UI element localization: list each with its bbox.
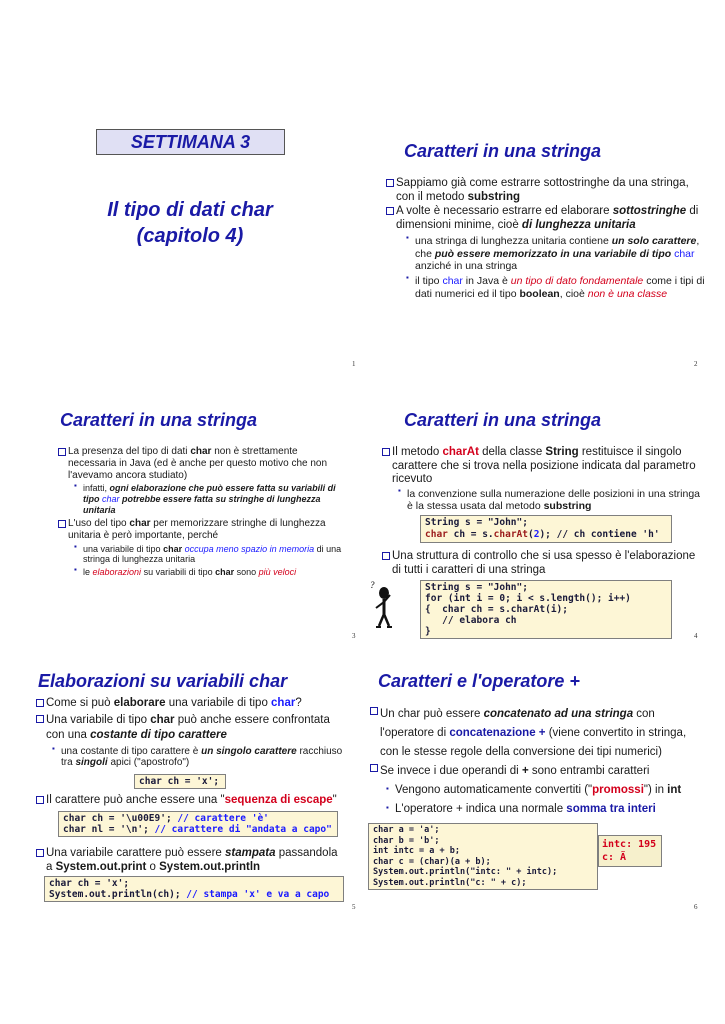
emph-red: più veloci: [258, 567, 297, 578]
bullet-text: apici ("apostrofo"): [107, 757, 190, 769]
bullet-unit-length: [386, 205, 706, 232]
code-block-charat: [420, 515, 672, 543]
emph-text: un solo carattere: [611, 235, 697, 248]
subbullet-constant-def: [52, 746, 346, 770]
subbullet-faster: [74, 567, 348, 578]
keyword-char: char: [442, 275, 463, 288]
bullet-text: Un char può essere: [380, 708, 484, 720]
slide-title: Elaborazioni su variabili char: [38, 671, 288, 691]
bullet-line: con le stesse regole della conversione dei tipi numerici): [380, 746, 662, 758]
code-line: String s = "John";: [425, 517, 528, 528]
keyword-string: String: [545, 446, 579, 458]
output-box: [598, 835, 662, 867]
keyword-println: System.out.println: [159, 860, 261, 873]
code-line: [49, 889, 339, 900]
bullet-text: sono entrambi caratteri: [528, 765, 650, 777]
slide-title: Caratteri in una stringa: [404, 141, 602, 161]
code-number: 2: [533, 529, 540, 540]
output-line: c: Ã: [602, 852, 627, 863]
code-line: [63, 824, 333, 835]
bullet-line: [380, 705, 710, 724]
bullet-text: ": [332, 794, 337, 806]
emph-text: elaborare: [113, 697, 166, 709]
bullet-substring: [386, 177, 706, 204]
emph-red: promossi: [592, 784, 644, 796]
bullet-text: Una variabile carattere può essere: [46, 847, 225, 859]
bullet-text: per memorizzare stringhe di lunghezza unitaria è però importante, perché: [68, 518, 326, 542]
page-number: 2: [694, 360, 698, 368]
page-number: 3: [352, 632, 356, 640]
bullet-text: Il metodo: [392, 446, 443, 458]
subbullet-single-char: [406, 235, 706, 272]
page-number: 1: [352, 360, 356, 368]
bullet-text: La presenza del tipo di dati: [68, 446, 191, 457]
bullet-text: , cioè: [559, 287, 588, 300]
code-method: charAt: [493, 529, 528, 540]
emph-text: ogni elaborazione che può essere fatta su variabili di tipo: [83, 483, 336, 504]
slide-body: [370, 705, 710, 819]
bullet-escape-wrap: [36, 794, 346, 808]
emph-text: concatenato ad una stringa: [483, 708, 634, 720]
thinking-figure: [368, 580, 400, 630]
bullet-text: A volte è necessario estrarre ed elaborare: [396, 205, 613, 218]
bullet-text: il tipo: [415, 275, 443, 288]
bullet-text: ") in: [643, 784, 668, 796]
bullet-text: passandola a: [46, 847, 338, 873]
code-comment: // stampa 'x' e va a capo: [186, 889, 330, 900]
keyword-char: char: [129, 518, 151, 530]
thinking-figure-icon: [368, 580, 400, 630]
code-text: System.out.println(ch);: [49, 889, 187, 900]
page-number: 4: [694, 632, 698, 640]
bullet-line: [380, 724, 710, 743]
code-line: char ch = 'x';: [49, 878, 130, 889]
bullet-text: Se invece i due operandi di: [380, 765, 522, 777]
code-text: ch = s.: [447, 529, 494, 540]
bullet-text: non è strettamente necessaria in Java (ed è anche per questo motivo che non l'avevamo ancora studiato): [68, 446, 328, 481]
emph-text: stampata: [225, 847, 276, 859]
bullet-char-important: [58, 518, 348, 542]
page-number: 6: [694, 903, 698, 911]
slide-6: [362, 655, 724, 925]
keyword-char: char: [150, 713, 175, 726]
slide-title: Caratteri in una stringa: [404, 410, 602, 430]
title-line-1: Il tipo di dati char: [107, 199, 273, 221]
week-label: SETTIMANA 3: [130, 132, 251, 152]
keyword-char: char: [271, 697, 296, 709]
code-text: char nl = '\n';: [63, 824, 155, 835]
bullet-text: della classe: [478, 446, 546, 458]
page-number: 5: [352, 903, 356, 911]
bullet-text: ?: [295, 697, 302, 709]
bullet-text: Una struttura di controllo che si usa spesso è l'elaborazione di tutti i caratteri di una stringa: [392, 550, 696, 576]
bullet-text: in Java è: [462, 275, 511, 288]
bullet-text: le: [83, 567, 93, 578]
svg-text:?: ?: [370, 580, 375, 590]
subbullet-less-memory: [74, 544, 348, 565]
bullet-text: una costante di tipo carattere è: [61, 745, 202, 757]
code-comment: // carattere di "andata a capo": [154, 824, 332, 835]
bullet-charat: [382, 446, 702, 487]
bullet-text: su variabili di tipo: [141, 567, 216, 578]
bullet-text: L'operatore + indica una normale: [395, 803, 567, 815]
emph-blue: occupa meno spazio in memoria: [182, 543, 315, 554]
bullet-two-chars: [370, 762, 710, 781]
code-comment: // carattere 'è': [177, 813, 269, 824]
code-text: char ch = '\u00E9';: [63, 813, 178, 824]
code-keyword: char: [425, 529, 448, 540]
bullet-text: racchiuso tra: [61, 745, 343, 769]
emph-text: singoli: [75, 757, 108, 769]
subbullet-promoted: [386, 781, 710, 800]
bullet-escape: [36, 794, 346, 808]
slide-title: Caratteri e l'operatore +: [378, 671, 580, 691]
bullet-text: restituisce il singolo carattere che si trova nella posizione indicata dal parametro ricevuto: [392, 446, 696, 486]
slide-title: Caratteri in una stringa: [60, 410, 258, 430]
slide-title: [60, 197, 320, 249]
code-block-constant: char ch = 'x';: [134, 774, 226, 789]
slide-body-top: [36, 697, 346, 769]
bullet-concat: [370, 705, 710, 762]
subbullet-string-equivalent: [74, 483, 348, 515]
slide-3: [0, 370, 362, 640]
keyword-print: System.out.print: [55, 860, 147, 873]
bullet-text: l'operatore di: [380, 727, 450, 739]
keyword-char: char: [215, 567, 235, 578]
bullet-char-not-necessary: [58, 446, 348, 481]
bullet-text: una variabile di tipo: [83, 543, 164, 554]
bullet-text: L'uso del tipo: [68, 518, 130, 530]
code-block-escape: [58, 811, 338, 837]
week-badge: [96, 129, 285, 155]
bullet-text: (viene convertito in stringa,: [545, 727, 687, 739]
title-line-2: (capitolo 4): [136, 225, 244, 247]
subbullet-numbering: [398, 488, 702, 513]
emph-red: non è una classe: [587, 287, 668, 300]
slide-body: [58, 446, 348, 578]
slide-body-bottom: [382, 550, 702, 577]
bullet-text: anziché in una stringa: [415, 260, 518, 272]
bullet-text: di una stringa di lunghezza unitaria: [83, 543, 342, 565]
emph-blue: somma tra interi: [566, 803, 656, 815]
keyword-int: int: [667, 784, 682, 796]
code-block-plus: char a = 'a'; char b = 'b'; int intc = a + b; char c = (char)(a + b); System.out.println("intc: " + intc); System.out.println("c: " + c);: [368, 823, 598, 890]
keyword-char: char: [674, 247, 695, 260]
bullet-process-char: [36, 697, 346, 711]
bullet-text: sono: [234, 567, 259, 578]
emph-text: sottostringhe: [612, 205, 687, 218]
slide-1: [0, 105, 362, 370]
code-block-loop: String s = "John"; for (int i = 0; i < s.length(); i++) { char ch = s.charAt(i); // elabora ch }: [420, 580, 672, 639]
bullet-text: Vengono automaticamente convertiti (": [395, 784, 593, 796]
keyword-char: char: [190, 446, 212, 457]
code-line: [425, 529, 667, 541]
code-line: [63, 813, 333, 824]
slide-body-top: [382, 446, 702, 512]
keyword-substring: substring: [543, 500, 592, 513]
bullet-text: Come si può: [46, 697, 114, 709]
emph-red: sequenza di escape: [224, 794, 333, 806]
subbullet-sum: [386, 800, 710, 819]
emph-text: costante di tipo carattere: [90, 729, 227, 742]
bullet-text: di dimensioni minime, cioè: [396, 205, 699, 231]
slide-body: [386, 177, 706, 300]
emph-text: di lunghezza unitaria: [521, 218, 636, 231]
code-text: (: [527, 529, 534, 540]
bullet-text: una variabile di tipo: [165, 697, 272, 709]
bullet-text: con: [633, 708, 655, 720]
keyword-concat: concatenazione +: [449, 727, 546, 739]
subbullet-primitive: [406, 275, 706, 300]
keyword-char: char: [102, 494, 120, 504]
emph-red: un tipo di dato fondamentale: [510, 275, 644, 288]
keyword-charat: charAt: [442, 446, 479, 458]
slide-2: [362, 105, 724, 370]
code-text: ); // ch contiene 'h': [539, 529, 660, 540]
bullet-text: Sappiamo già come estrarre sottostringhe da una stringa, con il metodo: [396, 177, 689, 203]
bullet-text: la convenzione sulla numerazione delle posizioni in una stringa è la stessa usata dal metodo: [407, 487, 701, 513]
bullet-text: , che: [415, 235, 700, 260]
keyword-boolean: boolean: [519, 287, 560, 300]
emph-text: potrebbe essere fatta su stringhe di lunghezza unitaria: [83, 494, 321, 515]
bullet-text: infatti,: [83, 483, 110, 494]
bullet-text: può anche essere confrontata con una: [46, 713, 330, 742]
emph-text: può essere memorizzato in una variabile di tipo: [434, 247, 675, 260]
emph-red: elaborazioni: [92, 567, 142, 578]
output-line: intc: 195: [602, 839, 657, 850]
bullet-compare-constant: [36, 713, 346, 744]
keyword-substring: substring: [467, 190, 520, 203]
bullet-print: [36, 847, 346, 874]
keyword-plus: +: [521, 765, 529, 777]
bullet-text: una stringa di lunghezza unitaria contiene: [415, 235, 612, 248]
code-block-print: [44, 876, 344, 902]
bullet-print-wrap: [36, 847, 346, 874]
emph-text: un singolo carattere: [201, 745, 297, 757]
bullet-text: Una variabile di tipo: [46, 713, 151, 726]
slide-5: [0, 655, 362, 925]
keyword-char: char: [163, 543, 183, 554]
bullet-text: o: [146, 860, 160, 873]
slide-4: [362, 370, 724, 640]
bullet-text: come i tipi di dati numerici ed il tipo: [415, 275, 705, 300]
bullet-text: Il carattere può anche essere una ": [46, 794, 225, 806]
bullet-loop: [382, 550, 702, 577]
